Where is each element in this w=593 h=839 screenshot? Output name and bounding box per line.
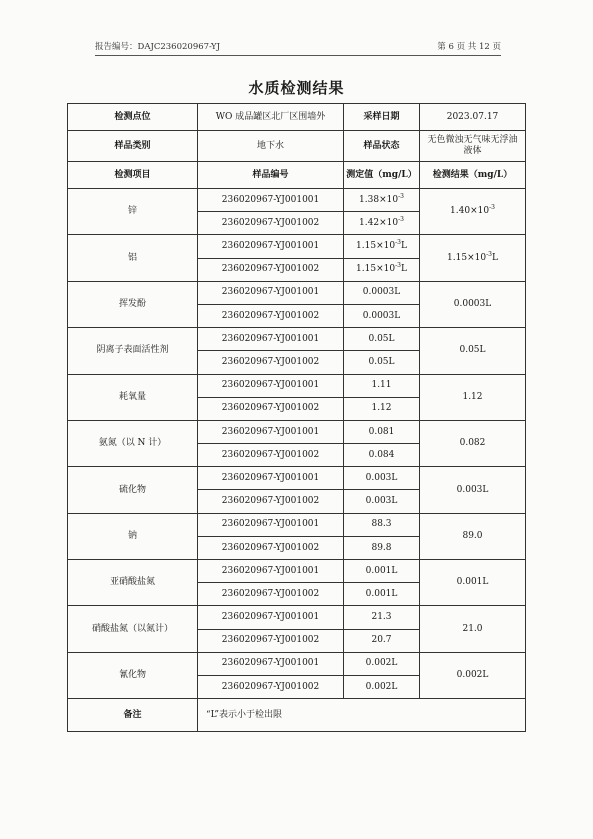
measured-value-text: 0.081 <box>368 426 395 437</box>
sample-number <box>198 281 344 304</box>
sample-number <box>198 374 344 397</box>
measured-value-text: 1.38×10 <box>359 194 399 205</box>
item-name <box>68 189 198 235</box>
item-name-text: 锌 <box>127 206 137 217</box>
table-row <box>68 652 526 675</box>
sample-number-text: 236020967-YJ001001 <box>221 565 320 576</box>
report-number: 报告编号：DAJC236020967-YJ <box>95 42 220 52</box>
measured-value <box>344 513 420 536</box>
measured-value-suffix: L <box>400 241 407 252</box>
result-value-text: 1.15×10 <box>447 252 487 263</box>
table-row <box>68 513 526 536</box>
item-name-text: 钠 <box>127 530 137 541</box>
sample-number-text: 236020967-YJ001002 <box>221 588 320 599</box>
item-name <box>68 467 198 513</box>
item-name <box>68 235 198 281</box>
sample-number-text: 236020967-YJ001002 <box>221 449 320 460</box>
result-value <box>420 467 526 513</box>
sample-number-text: 236020967-YJ001002 <box>221 403 320 414</box>
result-value <box>420 606 526 652</box>
state-value: 无色微浊无气味无浮油液体 <box>420 131 526 162</box>
item-name <box>68 652 198 698</box>
item-name-text: 铝 <box>127 252 137 263</box>
measured-value <box>344 258 420 281</box>
result-value-text: 21.0 <box>462 623 483 634</box>
item-name-text: 阴离子表面活性剂 <box>96 345 169 356</box>
measured-value-text: 0.0003L <box>362 310 401 321</box>
sample-number-text: 236020967-YJ001002 <box>221 496 320 507</box>
measured-value <box>344 212 420 235</box>
measured-value-text: 1.15×10 <box>356 264 396 275</box>
result-value-suffix: L <box>491 252 498 263</box>
measured-value <box>344 560 420 583</box>
result-value <box>420 513 526 559</box>
sample-number <box>198 652 344 675</box>
sample-number-text: 236020967-YJ001002 <box>221 264 320 275</box>
state-label: 样品状态 <box>344 131 420 162</box>
measured-value-text: 1.12 <box>371 403 392 414</box>
item-name-text: 耗氧量 <box>118 391 146 402</box>
measured-value <box>344 536 420 559</box>
sample-number <box>198 444 344 467</box>
sample-number-text: 236020967-YJ001001 <box>221 612 320 623</box>
table-row <box>68 374 526 397</box>
sample-number <box>198 536 344 559</box>
sample-number-text: 236020967-YJ001001 <box>221 333 320 344</box>
sample-number <box>198 351 344 374</box>
sample-number-text: 236020967-YJ001001 <box>221 472 320 483</box>
result-value-text: 0.082 <box>459 438 486 449</box>
measured-value-text: 1.42×10 <box>359 217 399 228</box>
type-label: 样品类别 <box>68 131 198 162</box>
measured-value-text: 0.003L <box>365 496 398 507</box>
sample-number-text: 236020967-YJ001002 <box>221 542 320 553</box>
measured-value <box>344 629 420 652</box>
measured-value-text: 0.05L <box>368 333 395 344</box>
col-sample-header: 样品编号 <box>198 162 344 189</box>
result-value-exponent: -3 <box>489 204 495 212</box>
remark-row <box>68 699 526 732</box>
remark-text: “L”表示小于检出限 <box>198 699 526 732</box>
measured-value-exponent: -3 <box>395 262 401 270</box>
sample-number <box>198 189 344 212</box>
sample-number <box>198 490 344 513</box>
measured-value-text: 0.0003L <box>362 287 401 298</box>
result-value-text: 89.0 <box>462 530 483 541</box>
result-value-text: 0.0003L <box>453 299 492 310</box>
measured-value <box>344 235 420 258</box>
sample-number <box>198 397 344 420</box>
measured-value-text: 89.8 <box>371 542 392 553</box>
measured-value <box>344 420 420 443</box>
item-name <box>68 328 198 374</box>
sample-number-text: 236020967-YJ001002 <box>221 357 320 367</box>
sample-number <box>198 212 344 235</box>
sample-number-text: 236020967-YJ001001 <box>221 380 320 391</box>
sample-number <box>198 513 344 536</box>
measured-value-text: 0.002L <box>365 658 398 669</box>
result-value <box>420 652 526 698</box>
measured-value <box>344 490 420 513</box>
measured-value <box>344 444 420 467</box>
result-value-text: 1.40×10 <box>450 206 490 217</box>
result-value-exponent: -3 <box>486 250 492 258</box>
measured-value-exponent: -3 <box>395 239 401 247</box>
result-value <box>420 420 526 466</box>
point-value: WO 成品罐区北厂区围墙外 <box>198 104 344 131</box>
result-value-text: 0.05L <box>459 345 486 356</box>
item-name-text: 硝酸盐氮（以氮计） <box>91 623 173 634</box>
remark-label: 备注 <box>68 699 198 732</box>
result-value-text: 1.12 <box>462 391 483 402</box>
measured-value <box>344 606 420 629</box>
item-name-text: 硫化物 <box>118 484 146 495</box>
result-value <box>420 281 526 327</box>
result-value <box>420 189 526 235</box>
measured-value-text: 1.11 <box>371 380 392 391</box>
col-item-header: 检测项目 <box>68 162 198 189</box>
info-row-type <box>68 131 526 162</box>
sample-number-text: 236020967-YJ001001 <box>221 426 320 437</box>
sample-number <box>198 560 344 583</box>
table-row <box>68 606 526 629</box>
result-value <box>420 328 526 374</box>
result-value-text: 0.002L <box>456 670 489 681</box>
measured-value <box>344 328 420 351</box>
measured-value-text: 1.15×10 <box>356 241 396 252</box>
measured-value <box>344 189 420 212</box>
result-value <box>420 374 526 420</box>
sample-number <box>198 675 344 698</box>
measured-value <box>344 652 420 675</box>
table-row <box>68 467 526 490</box>
table-row <box>68 328 526 351</box>
date-label: 采样日期 <box>344 104 420 131</box>
sample-number-text: 236020967-YJ001001 <box>221 194 320 205</box>
item-name <box>68 606 198 652</box>
sample-number <box>198 328 344 351</box>
page-indicator: 第 6 页 共 12 页 <box>437 42 501 52</box>
table-row <box>68 235 526 258</box>
measured-value-suffix: L <box>400 264 407 275</box>
sample-number <box>198 606 344 629</box>
page-header <box>95 40 501 56</box>
measured-value <box>344 374 420 397</box>
sample-number-text: 236020967-YJ001002 <box>221 635 320 646</box>
sample-number <box>198 304 344 327</box>
item-name <box>68 420 198 466</box>
measured-value <box>344 304 420 327</box>
measured-value-text: 21.3 <box>371 612 392 623</box>
measured-value-text: 0.002L <box>365 681 398 692</box>
measured-value-text: 0.05L <box>368 357 395 367</box>
measured-value-text: 0.084 <box>368 449 395 460</box>
measured-value-text: 20.7 <box>371 635 392 646</box>
sample-number-text: 236020967-YJ001002 <box>221 217 320 228</box>
item-name <box>68 281 198 327</box>
table-row <box>68 560 526 583</box>
result-value <box>420 235 526 281</box>
measured-value <box>344 583 420 606</box>
date-value: 2023.07.17 <box>420 104 526 131</box>
item-name <box>68 374 198 420</box>
table-row <box>68 420 526 443</box>
page-title: 水质检测结果 <box>248 79 345 97</box>
col-measured-header: 测定值（mg/L） <box>344 162 420 189</box>
measured-value-text: 0.003L <box>365 472 398 483</box>
item-name-text: 氨氮（以 N 计） <box>98 438 167 449</box>
info-row-point <box>68 104 526 131</box>
measured-value-exponent: -3 <box>398 215 404 223</box>
result-value-text: 0.003L <box>456 484 489 495</box>
measured-value <box>344 351 420 374</box>
sample-number <box>198 583 344 606</box>
measured-value <box>344 675 420 698</box>
sample-number <box>198 629 344 652</box>
measured-value-text: 88.3 <box>371 519 392 530</box>
sample-number-text: 236020967-YJ001001 <box>221 241 320 252</box>
table-row <box>68 281 526 304</box>
measured-value <box>344 467 420 490</box>
measured-value-exponent: -3 <box>398 192 404 200</box>
item-name <box>68 513 198 559</box>
item-name-text: 挥发酚 <box>118 299 146 310</box>
col-result-header: 检测结果（mg/L） <box>420 162 526 189</box>
measured-value-text: 0.001L <box>365 588 398 599</box>
measured-value <box>344 397 420 420</box>
sample-number <box>198 235 344 258</box>
sample-number <box>198 420 344 443</box>
sample-number-text: 236020967-YJ001001 <box>221 287 320 298</box>
item-name <box>68 560 198 606</box>
sample-number-text: 236020967-YJ001001 <box>221 658 320 669</box>
measured-value <box>344 281 420 304</box>
point-label: 检测点位 <box>68 104 198 131</box>
sample-number-text: 236020967-YJ001002 <box>221 681 320 692</box>
measured-value-text: 0.001L <box>365 565 398 576</box>
item-name-text: 亚硝酸盐氮 <box>109 577 155 588</box>
sample-number <box>198 467 344 490</box>
table-row <box>68 189 526 212</box>
result-value-text: 0.001L <box>456 577 489 588</box>
item-name-text: 氰化物 <box>118 670 146 681</box>
sample-number-text: 236020967-YJ001001 <box>221 519 320 530</box>
column-header-row <box>68 162 526 189</box>
type-value: 地下水 <box>198 131 344 162</box>
sample-number <box>198 258 344 281</box>
results-table <box>67 103 526 732</box>
result-value <box>420 560 526 606</box>
sample-number-text: 236020967-YJ001002 <box>221 310 320 321</box>
